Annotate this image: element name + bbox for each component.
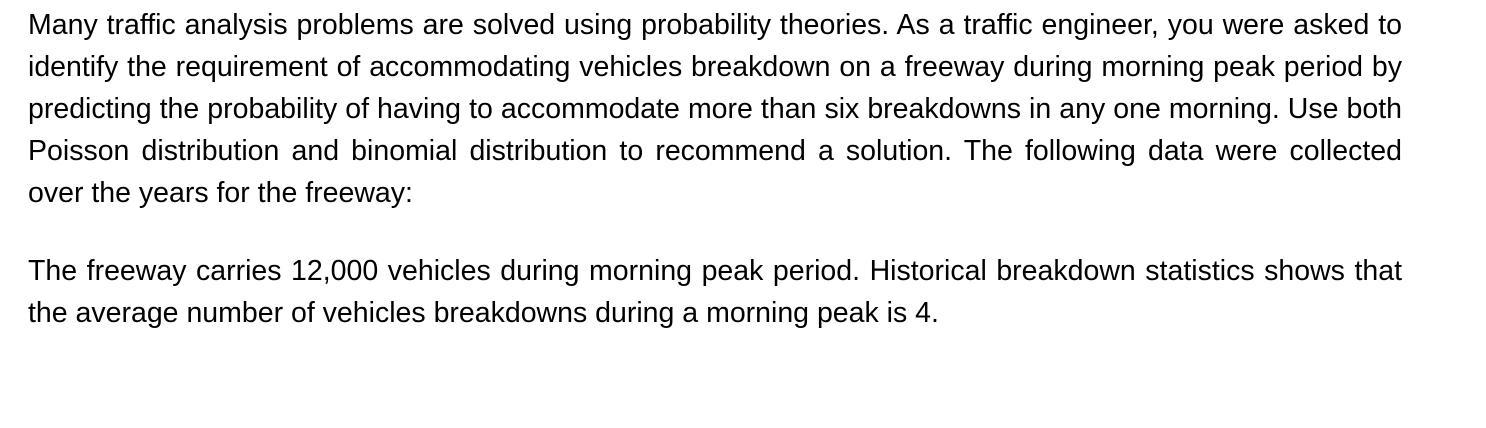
problem-statement-paragraph: Many traffic analysis problems are solved using probability theories. As a traffic engineer, you were asked to identify the requirement of accommodating vehicles breakdown on a freeway during morning peak period by predicting the probability of having to accommodate more than six breakdowns in any one morning. Use both Poisson distribution and binomial distribution to recommend a solution. The following data were collected over the years for the freeway: [28, 9, 1402, 209]
freeway-data-paragraph: The freeway carries 12,000 vehicles during morning peak period. Historical breakdown statistics shows that the average number of vehicles breakdowns during a morning peak is 4. [28, 255, 1402, 329]
document-body [28, 4, 1402, 334]
